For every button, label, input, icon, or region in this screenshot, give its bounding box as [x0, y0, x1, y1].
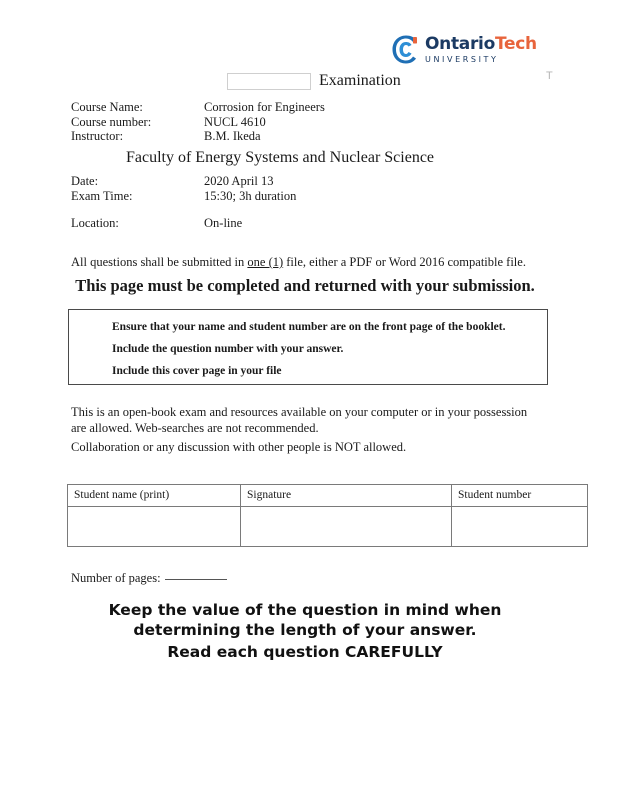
instruction-line: Include the question number with your answer. — [112, 343, 344, 355]
course-info-row — [71, 100, 325, 115]
exam-time-label: Exam Time: — [71, 188, 133, 203]
cell-student-name[interactable] — [68, 507, 241, 547]
ontario-tech-logo-mark — [391, 34, 421, 65]
schedule-info-row — [71, 189, 296, 204]
table-header-row — [68, 485, 588, 507]
date-label: Date: — [71, 174, 99, 188]
course-info-row — [71, 115, 325, 130]
main-heading: This page must be completed and returned with your submission. — [75, 276, 535, 295]
course-name-label: Course Name: — [71, 100, 143, 114]
course-number-value: NUCL 4610 — [204, 114, 266, 129]
page-title: Examination — [319, 72, 401, 89]
location-info-row — [71, 216, 242, 231]
header-student-name: Student name (print) — [68, 485, 241, 507]
exam-time-value: 15:30; 3h duration — [204, 188, 297, 203]
closing-line-2: Read each question CAREFULLY — [167, 643, 443, 661]
schedule-info-block — [71, 174, 296, 203]
submission-note-prefix: All questions shall be submitted in — [71, 255, 248, 269]
location-info-block — [71, 216, 242, 231]
submission-note-emphasis: one (1) — [247, 255, 284, 269]
student-signature-table — [67, 484, 588, 547]
number-of-pages-blank[interactable] — [165, 568, 227, 580]
course-name-value: Corrosion for Engineers — [204, 100, 325, 114]
faculty-heading: Faculty of Energy Systems and Nuclear Science — [125, 149, 435, 166]
instructor-label: Instructor: — [71, 129, 124, 143]
date-value: 2020 April 13 — [204, 174, 274, 188]
instruction-box — [68, 309, 548, 385]
location-label: Location: — [71, 216, 119, 230]
header-signature: Signature — [241, 485, 452, 507]
instruction-line: Ensure that your name and student number are on the front page of the booklet. — [112, 321, 506, 333]
logo-wordmark — [425, 36, 537, 53]
logo-subtitle: UNIVERSITY — [425, 55, 499, 64]
cell-student-number[interactable] — [452, 507, 588, 547]
ontario-tech-logo — [391, 34, 537, 65]
submission-note-suffix: file, either a PDF or Word 2016 compatible file. — [283, 255, 526, 269]
number-of-pages-label: Number of pages: — [71, 571, 161, 585]
logo-word-ontario: Ontario — [425, 34, 495, 54]
course-number-label: Course number: — [71, 114, 152, 129]
table-row — [68, 507, 588, 547]
cell-signature[interactable] — [241, 507, 452, 547]
location-value: On-line — [204, 216, 243, 230]
course-info-block — [71, 100, 325, 144]
instruction-line: Include this cover page in your file — [112, 365, 282, 377]
exam-type-input[interactable] — [227, 73, 311, 90]
course-info-row — [71, 129, 325, 144]
number-of-pages-line — [71, 568, 227, 586]
stray-glyph: T — [546, 70, 553, 82]
open-book-paragraph: This is an open-book exam and resources available on your computer or in your possession are allowed. Web-searches are not recommended. — [71, 405, 528, 435]
closing-line-1: Keep the value of the question in mind when determining the length of your answer. — [108, 601, 502, 639]
submission-note — [71, 255, 526, 270]
header-student-number: Student number — [452, 485, 588, 507]
collaboration-paragraph: Collaboration or any discussion with other people is NOT allowed. — [71, 440, 407, 454]
instructor-value: B.M. Ikeda — [204, 129, 261, 143]
schedule-info-row — [71, 174, 296, 189]
logo-word-tech: Tech — [494, 34, 537, 54]
examination-title-row — [227, 72, 401, 90]
